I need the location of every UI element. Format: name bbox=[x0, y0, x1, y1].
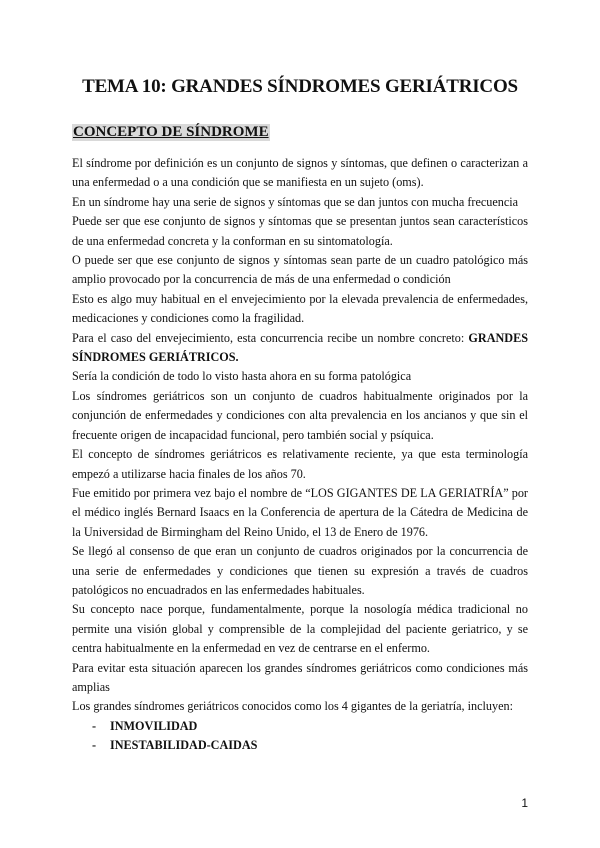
paragraph: Se llegó al consenso de que eran un conjunto de cuadros originados por la concurrencia de una serie de enfermedades y condiciones que tienen su expresión a través de cuadros patológicos no encuadrados en las enfermedades habituales. bbox=[72, 544, 528, 597]
paragraph: Los grandes síndromes geriátricos conocidos como los 4 gigantes de la geriatría, incluyen: bbox=[72, 699, 513, 714]
list-item-label: INMOVILIDAD bbox=[110, 718, 198, 733]
paragraph: El concepto de síndromes geriátricos es relativamente reciente, ya que esta terminología empezó a utilizarse hacia finales de los años 70. bbox=[72, 447, 528, 481]
concurrence-bold-term: GRANDES SÍNDROMES GERIÁTRICOS. bbox=[72, 330, 528, 365]
list-item bbox=[72, 717, 528, 736]
paragraph: Su concepto nace porque, fundamentalmente, porque la nosología médica tradicional no permite una visión global y comprensible de la complejidad del paciente geriatrico, y se centra habitualmente en la enfermedad en vez de centrarse en el enfermo. bbox=[72, 602, 528, 656]
paragraph: Esto es algo muy habitual en el envejecimiento por la elevada prevalencia de enfermedades, medicaciones y condiciones como la fragilidad. bbox=[72, 291, 528, 326]
paragraph: Sería la condición de todo lo visto hasta ahora en su forma patológica bbox=[72, 369, 412, 384]
bullet-dash: - bbox=[92, 718, 97, 733]
giants-list bbox=[72, 717, 528, 756]
page-number: 1 bbox=[521, 796, 528, 810]
list-item bbox=[72, 736, 528, 755]
concurrence-intro: Para el caso del envejecimiento, esta concurrencia recibe un nombre concreto: bbox=[72, 330, 469, 345]
paragraph: O puede ser que ese conjunto de signos y síntomas sean parte de un cuadro patológico más amplio provocado por la concurrencia de más de una enfermedad o condición bbox=[72, 253, 528, 287]
paragraph: Los síndromes geriátricos son un conjunto de cuadros habitualmente originados por la conjunción de enfermedades y condiciones con alta prevalencia en los ancianos y que sin el frecuente origen de incapacidad funcional, pero también social y psíquica. bbox=[72, 388, 528, 442]
document-body bbox=[72, 154, 528, 756]
paragraph: Puede ser que ese conjunto de signos y síntomas que se presentan juntos sean característicos de una enfermedad concreta y la conforman en su sintomatología. bbox=[72, 214, 528, 248]
page-title: TEMA 10: GRANDES SÍNDROMES GERIÁTRICOS bbox=[82, 76, 518, 97]
paragraph: El síndrome por definición es un conjunto de signos y síntomas, que definen o caracterizan a una enfermedad o a una condición que se manifiesta en un sujeto (oms). bbox=[72, 156, 528, 190]
list-item-label: INESTABILIDAD-CAIDAS bbox=[110, 738, 258, 753]
paragraph-concurrence bbox=[72, 329, 528, 368]
section-heading: CONCEPTO DE SÍNDROME bbox=[73, 124, 269, 140]
bullet-dash: - bbox=[92, 738, 97, 753]
paragraph: En un síndrome hay una serie de signos y síntomas que se dan juntos con mucha frecuencia bbox=[72, 194, 519, 209]
paragraph: Para evitar esta situación aparecen los grandes síndromes geriátricos como condiciones más amplias bbox=[72, 660, 528, 694]
paragraph: Fue emitido por primera vez bajo el nombre de “LOS GIGANTES DE LA GERIATRÍA” por el médico inglés Bernard Isaacs en la Conferencia de apertura de la Cátedra de Medicina de la Universidad de Birmingham del Reino Unido, el 13 de Enero de 1976. bbox=[72, 485, 528, 539]
